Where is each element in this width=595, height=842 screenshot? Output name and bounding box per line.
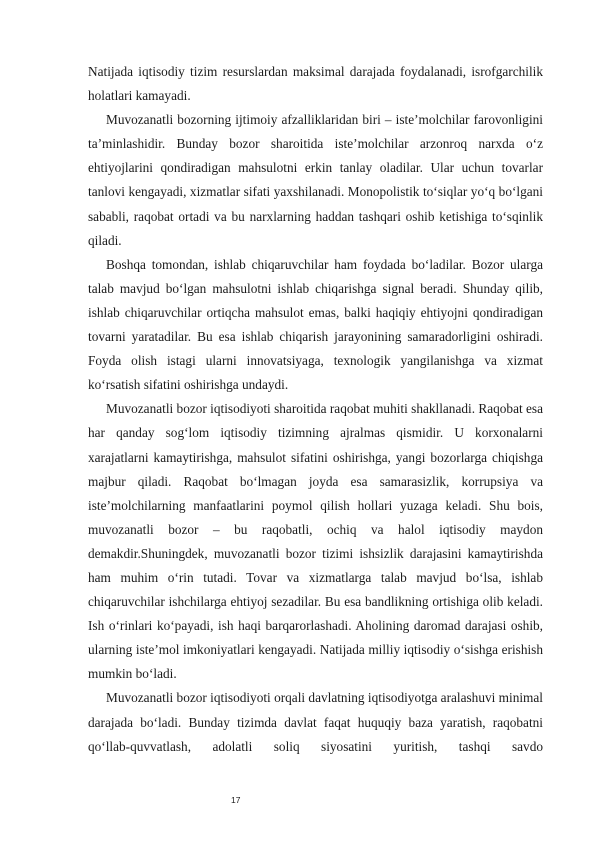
body-text: [88, 60, 543, 759]
paragraph-2: Muvozanatli bozorning ijtimoiy afzalliklaridan biri – iste’molchilar farovonligini ta’minlashidir. Bunday bozor sharoitida iste’molchilar arzonroq narxda o‘z ehtiyojlarini qondiradigan mahsulotni erkin tanlay oladilar. Ular uchun tovarlar tanlovi kengayadi, xizmatlar sifati yaxshilanadi. Monopolistik to‘siqlar yo‘q bo‘lgani sababli, raqobat ortadi va bu narxlarning haddan tashqari oshib ketishiga to‘sqinlik qiladi.: [88, 112, 543, 248]
paragraph-4: Muvozanatli bozor iqtisodiyoti sharoitida raqobat muhiti shakllanadi. Raqobat esa har qanday sog‘lom iqtisodiy tizimning ajralmas qismidir. U korxonalarni xarajatlarni kamaytirishga, mahsulot sifatini oshirishga, yangi bozorlarga chiqishga majbur qiladi. Raqobat bo‘lmagan joyda esa samarasizlik, korrupsiya va iste’molchilarning manfaatlarini poymol qilish hollari yuzaga keladi. Shu bois, muvozanatli bozor – bu raqobatli, ochiq va halol iqtisodiy maydon demakdir.Shuningdek, muvozanatli bozor tizimi ishsizlik darajasini kamaytirishda ham muhim o‘rin tutadi. Tovar va xizmatlarga talab mavjud bo‘lsa, ishlab chiqaruvchilar ishchilarga ehtiyoj sezadilar. Bu esa bandlikning ortishiga olib keladi. Ish o‘rinlari ko‘payadi, ish haqi barqarorlashadi. Aholining daromad darajasi oshib, ularning iste’mol imkoniyatlari kengayadi. Natijada milliy iqtisodiy o‘sishga erishish mumkin bo‘ladi.: [88, 401, 543, 682]
paragraph-3: Boshqa tomondan, ishlab chiqaruvchilar ham foydada bo‘ladilar. Bozor ularga talab mavjud bo‘lgan mahsulotni ishlab chiqarishga signal beradi. Shunday qilib, ishlab chiqaruvchilar ortiqcha mahsulot emas, balki haqiqiy ehtiyojni qondiradigan tovarni yaratadilar. Bu esa ishlab chiqarish jarayonining samaradorligini oshiradi. Foyda olish istagi ularni innovatsiyaga, texnologik yangilanishga va xizmat ko‘rsatish sifatini oshirishga undaydi.: [88, 256, 543, 393]
paragraph-1: Natijada iqtisodiy tizim resurslardan maksimal darajada foydalanadi, isrofgarchilik holatlari kamayadi.: [88, 64, 543, 104]
page-number: 17: [231, 795, 241, 805]
paragraph-5: Muvozanatli bozor iqtisodiyoti orqali davlatning iqtisodiyotga aralashuvi minimal darajada bo‘ladi. Bunday tizimda davlat faqat huquqiy baza yaratish, raqobatni qo‘llab-quvvatlash, adolatli soliq siyosatini yuritish, tashqi savdo: [88, 690, 543, 754]
